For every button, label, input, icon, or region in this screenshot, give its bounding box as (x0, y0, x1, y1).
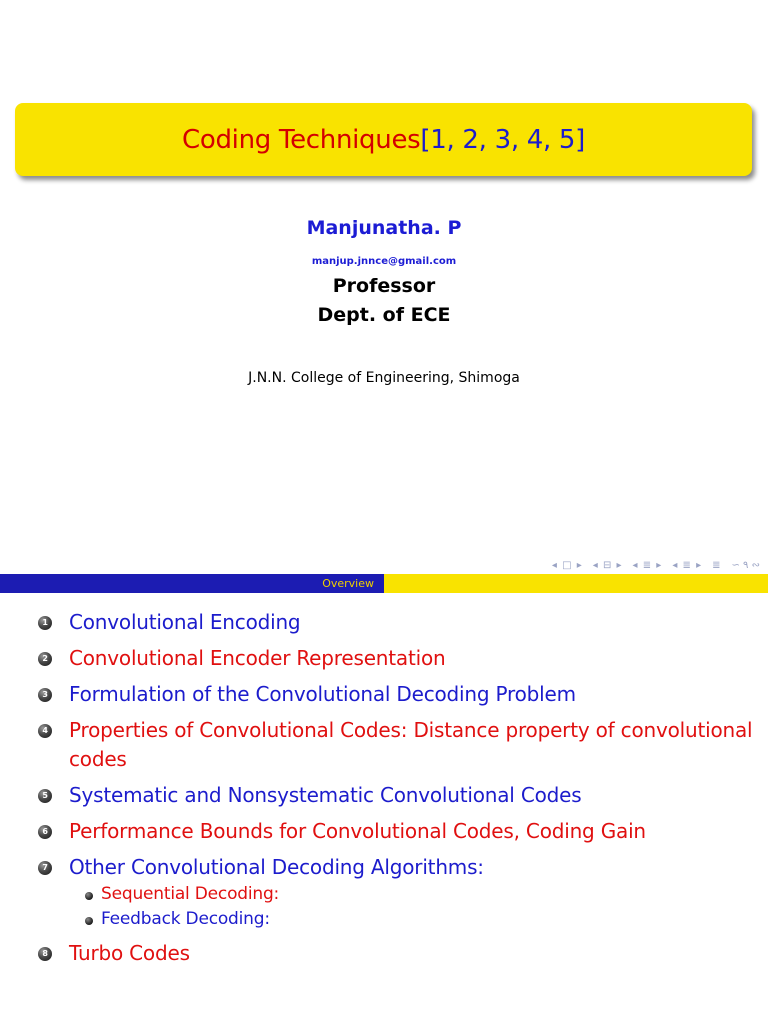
overview-subitem[interactable] (85, 882, 758, 907)
enumerate-ball-icon: 5 (38, 789, 52, 803)
nav-outline-icon[interactable]: ≣ (712, 560, 722, 571)
overview-item-text: Formulation of the Convolutional Decoding Problem (69, 682, 576, 706)
bullet-ball-icon (85, 892, 93, 900)
headline-bar-right (384, 574, 768, 593)
enumerate-ball-icon: 1 (38, 616, 52, 630)
bullet-ball-icon (85, 917, 93, 925)
nav-subsection-icon[interactable]: ◂ ⊟ ▸ (592, 560, 623, 571)
overview-item-text: Systematic and Nonsystematic Convolutional Codes (69, 783, 582, 807)
overview-item[interactable] (38, 939, 758, 968)
enumerate-ball-icon: 2 (38, 652, 52, 666)
overview-subitem-text: Sequential Decoding: (101, 884, 280, 904)
overview-item[interactable] (38, 853, 758, 932)
overview-item-text: Convolutional Encoding (69, 610, 301, 634)
author-name: Manjunatha. P (306, 217, 462, 239)
overview-list (38, 608, 758, 975)
overview-item[interactable] (38, 680, 758, 709)
overview-item-text: Turbo Codes (69, 941, 190, 965)
overview-item[interactable] (38, 644, 758, 673)
section-headline-bar (0, 574, 768, 593)
enumerate-ball-icon: 8 (38, 947, 52, 961)
overview-item[interactable] (38, 608, 758, 637)
nav-document-icon[interactable]: ◂ ≣ ▸ (672, 560, 703, 571)
beamer-navigation-bar (552, 560, 760, 571)
overview-item-text: Convolutional Encoder Representation (69, 646, 446, 670)
enumerate-ball-icon: 4 (38, 724, 52, 738)
overview-item-text: Performance Bounds for Convolutional Codes, Coding Gain (69, 819, 646, 843)
section-name[interactable]: Overview (0, 574, 384, 593)
institute-name: J.N.N. College of Engineering, Shimoga (248, 370, 520, 386)
author-position: Professor (332, 275, 436, 297)
overview-subitem-text: Feedback Decoding: (101, 909, 270, 929)
enumerate-ball-icon: 3 (38, 688, 52, 702)
enumerate-ball-icon: 6 (38, 825, 52, 839)
overview-item-text: Other Convolutional Decoding Algorithms: (69, 855, 484, 879)
title-citations[interactable]: [1, 2, 3, 4, 5] (420, 124, 586, 155)
nav-search-icon[interactable]: ∽ ۹ ∾ (731, 560, 760, 571)
overview-subitem[interactable] (85, 907, 758, 932)
overview-item[interactable] (38, 716, 758, 774)
author-department: Dept. of ECE (317, 304, 451, 326)
author-email[interactable]: manjup.jnnce@gmail.com (311, 256, 457, 267)
enumerate-ball-icon: 7 (38, 861, 52, 875)
nav-section-icon[interactable]: ◂ ≣ ▸ (632, 560, 663, 571)
title-block (15, 103, 752, 176)
overview-item[interactable] (38, 781, 758, 810)
overview-item[interactable] (38, 817, 758, 846)
nav-frame-icon[interactable]: ◂ □ ▸ (551, 560, 583, 571)
overview-sublist (69, 882, 758, 932)
presentation-title: Coding Techniques (181, 124, 421, 155)
overview-item-text: Properties of Convolutional Codes: Distance property of convolutional codes (69, 718, 753, 771)
